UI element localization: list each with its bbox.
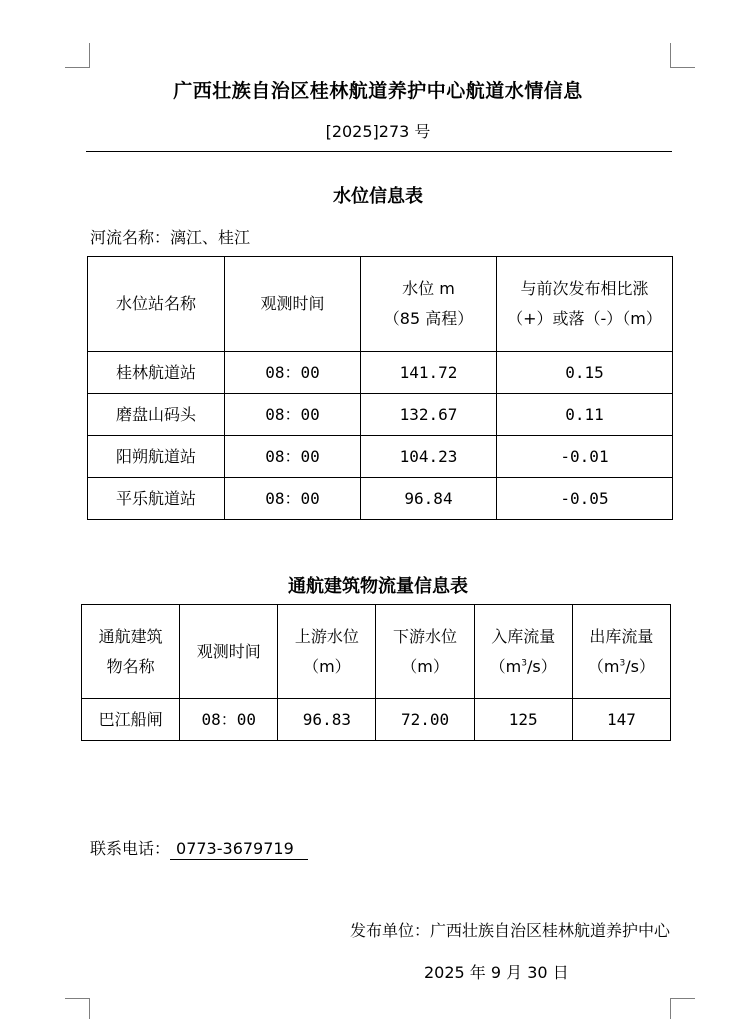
time-cell: 08：00 — [225, 352, 361, 394]
header-outflow-unit-a: （m — [587, 656, 620, 676]
header-structure-name-line1: 通航建筑 — [98, 626, 163, 646]
corner-mark-bottom-left — [65, 998, 90, 1019]
flow-table — [81, 604, 671, 741]
header-change-line2: （+）或落（-）（m） — [507, 309, 662, 328]
contact-phone — [90, 836, 308, 860]
header-outflow-unit-sup: 3 — [619, 658, 626, 669]
publish-date: 2025 年 9 月 30 日 — [424, 963, 569, 982]
header-downstream-line1: 下游水位 — [393, 626, 458, 646]
header-level — [361, 257, 497, 352]
table-header-row — [88, 257, 673, 352]
header-level-line2: （85 高程） — [383, 309, 474, 328]
water-level-table — [87, 256, 673, 520]
header-inflow-unit — [475, 652, 572, 682]
table-row — [88, 352, 673, 394]
station-cell: 桂林航道站 — [88, 352, 225, 394]
header-level-line1: 水位 m — [402, 279, 455, 298]
table-row — [88, 436, 673, 478]
header-inflow-unit-b: /s） — [527, 656, 557, 676]
header-downstream — [376, 605, 474, 699]
water-level-table-title: 水位信息表 — [333, 186, 423, 207]
header-upstream-line1: 上游水位 — [294, 626, 359, 646]
header-upstream-line2: （m） — [303, 656, 351, 676]
level-cell: 132.67 — [361, 394, 497, 436]
table-header-row — [82, 605, 671, 699]
header-change-line1: 与前次发布相比涨 — [520, 279, 649, 298]
change-cell: -0.05 — [497, 478, 673, 520]
document-title: 广西壮族自治区桂林航道养护中心航道水情信息 — [173, 80, 583, 102]
header-structure-name-line2: 物名称 — [106, 656, 155, 676]
header-outflow-line1: 出库流量 — [589, 626, 654, 646]
time-cell: 08：00 — [225, 478, 361, 520]
phone-label: 联系电话： — [90, 839, 171, 858]
time-cell: 08：00 — [225, 436, 361, 478]
header-divider — [86, 151, 672, 152]
time-cell: 08：00 — [225, 394, 361, 436]
inflow-cell: 125 — [474, 699, 572, 741]
station-cell: 阳朔航道站 — [88, 436, 225, 478]
station-cell: 平乐航道站 — [88, 478, 225, 520]
change-cell: 0.15 — [497, 352, 673, 394]
header-inflow — [474, 605, 572, 699]
header-station: 水位站名称 — [88, 257, 225, 352]
publisher: 发布单位：广西壮族自治区桂林航道养护中心 — [349, 921, 670, 940]
header-change — [497, 257, 673, 352]
header-time: 观测时间 — [180, 605, 278, 699]
header-outflow-unit — [573, 652, 670, 682]
header-outflow-unit-b: /s） — [625, 656, 655, 676]
document-number: [2025]273 号 — [325, 122, 431, 141]
time-cell: 08：00 — [180, 699, 278, 741]
corner-mark-bottom-right — [670, 998, 695, 1019]
station-cell: 磨盘山码头 — [88, 394, 225, 436]
header-outflow — [572, 605, 670, 699]
change-cell: 0.11 — [497, 394, 673, 436]
river-name: 河流名称：漓江、桂江 — [90, 228, 251, 247]
flow-table-title: 通航建筑物流量信息表 — [288, 576, 468, 597]
corner-mark-top-left — [65, 43, 90, 68]
table-row — [82, 699, 671, 741]
phone-number: 0773-3679719 — [170, 839, 308, 860]
header-downstream-line2: （m） — [401, 656, 449, 676]
level-cell: 96.84 — [361, 478, 497, 520]
outflow-cell: 147 — [572, 699, 670, 741]
header-inflow-unit-sup: 3 — [521, 658, 527, 669]
change-cell: -0.01 — [497, 436, 673, 478]
level-cell: 104.23 — [361, 436, 497, 478]
structure-name-cell: 巴江船闸 — [82, 699, 180, 741]
header-inflow-line1: 入库流量 — [491, 626, 556, 646]
corner-mark-top-right — [670, 43, 695, 68]
downstream-cell: 72.00 — [376, 699, 474, 741]
upstream-cell: 96.83 — [278, 699, 376, 741]
header-inflow-unit-a: （m — [489, 656, 522, 676]
header-time: 观测时间 — [225, 257, 361, 352]
level-cell: 141.72 — [361, 352, 497, 394]
header-structure-name — [82, 605, 180, 699]
table-row — [88, 478, 673, 520]
table-row — [88, 394, 673, 436]
header-upstream — [278, 605, 376, 699]
